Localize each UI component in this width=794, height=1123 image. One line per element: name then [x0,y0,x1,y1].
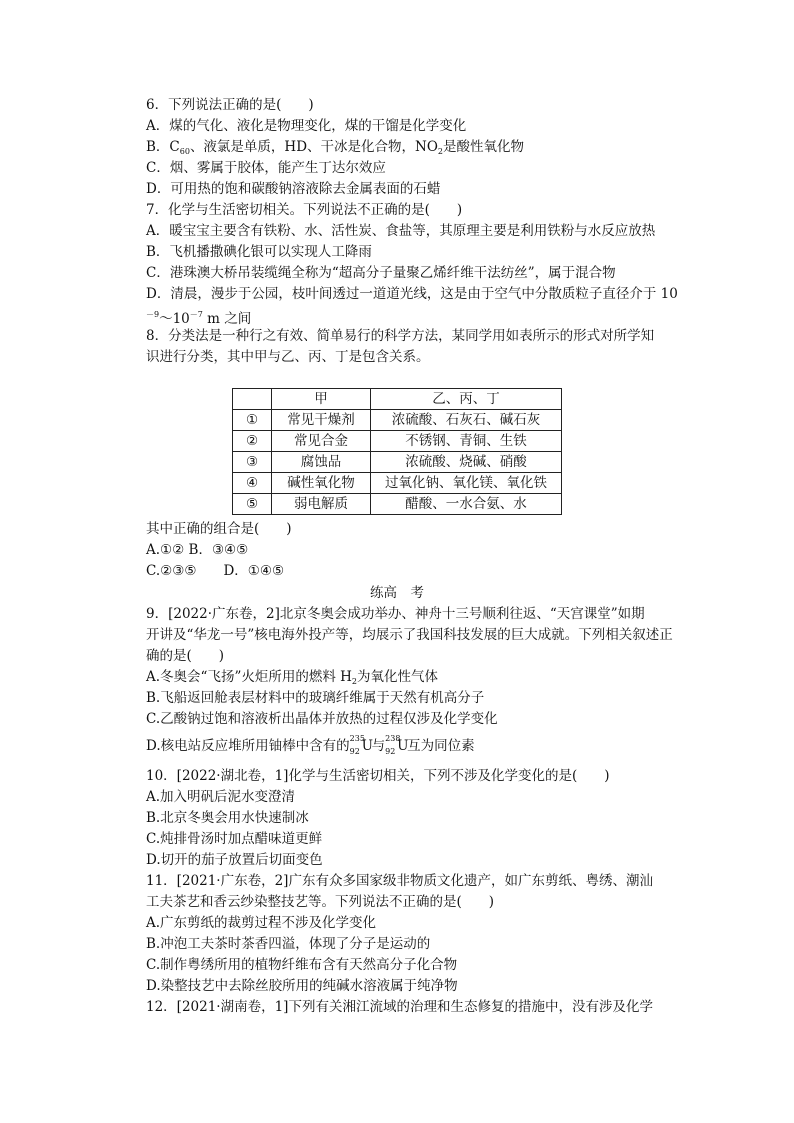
q10-option-b: B.北京冬奥会用水快速制冰 [146,810,309,826]
q12-stem-line1: 12．[2021·湖南卷，1]下列有关湘江流域的治理和生态修复的措施中，没有涉及化学 [146,999,653,1015]
q6-option-a: A．煤的气化、液化是物理变化，煤的干馏是化学变化 [146,118,467,134]
q9-stem-line1: 9．[2022·广东卷，2]北京冬奥会成功举办、神舟十三号顺利往返、“天宫课堂”如期 [146,606,645,622]
table-row [233,473,562,494]
q10-option-a: A.加入明矾后泥水变澄清 [146,789,296,805]
q7-option-a: A．暖宝宝主要含有铁粉、水、活性炭、食盐等，其原理主要是利用铁粉与水反应放热 [146,223,656,239]
table-cell: ② [233,431,272,452]
q7-stem: 7．化学与生活密切相关。下列说法不正确的是( ) [146,202,463,218]
table-cell: 过氧化钠、氧化镁、氧化铁 [371,473,562,494]
q11-option-d: D.染整技艺中去除丝胶所用的纯碱水溶液属于纯净物 [146,978,458,994]
q6-option-c: C．烟、雾属于胶体，能产生丁达尔效应 [146,160,386,176]
table-header-cell: 乙、丙、丁 [371,389,562,410]
q7-option-d-line1: D．清晨，漫步于公园，枝叶间透过一道道光线，这是由于空气中分散质粒子直径介于 10 [146,286,678,302]
table-header-cell [233,389,272,410]
table-row [233,494,562,515]
q6-option-d: D．可用热的饱和碳酸钠溶液除去金属表面的石蜡 [146,181,441,197]
q11-option-b: B.冲泡工夫茶时茶香四溢，体现了分子是运动的 [146,936,431,952]
table-cell: 常见合金 [272,431,371,452]
classification-table [232,388,562,515]
q9-option-b: B.飞船返回舱表层材料中的玻璃纤维属于天然有机高分子 [146,690,485,706]
table-cell: 弱电解质 [272,494,371,515]
q8-options-ab: A.①② B．③④⑤ [146,542,249,558]
q9-option-c: C.乙酸钠过饱和溶液析出晶体并放热的过程仅涉及化学变化 [146,711,498,727]
table-cell: 碱性氧化物 [272,473,371,494]
table-cell: 浓硫酸、烧碱、硝酸 [371,452,562,473]
table-cell: 浓硫酸、石灰石、碱石灰 [371,410,562,431]
table-cell: ④ [233,473,272,494]
table-cell: ③ [233,452,272,473]
table-cell: ① [233,410,272,431]
q7-option-b: B．飞机播撒碘化银可以实现人工降雨 [146,244,372,260]
q8-question: 其中正确的组合是( ) [146,521,292,537]
q11-option-a: A.广东剪纸的裁剪过程不涉及化学变化 [146,915,377,931]
q9-stem-line3: 确的是( ) [146,648,225,664]
q7-option-c: C．港珠澳大桥吊装缆绳全称为“超高分子量聚乙烯纤维干法纺丝”，属于混合物 [146,265,616,281]
table-cell: ⑤ [233,494,272,515]
q9-option-d: D.核电站反应堆所用铀棒中含有的 235 92 U 与 238 92 U 互为同位素 [146,734,475,756]
section-title: 练高 考 [370,585,424,601]
table-cell: 腐蚀品 [272,452,371,473]
q9-stem-line2: 开讲及“华龙一号”核电海外投产等，均展示了我国科技发展的巨大成就。下列相关叙述正 [146,627,673,643]
q11-stem-line1: 11．[2021·广东卷，2]广东有众多国家级非物质文化遗产，如广东剪纸、粤绣、潮汕 [146,873,653,889]
table-cell: 不锈钢、青铜、生铁 [371,431,562,452]
table-row [233,410,562,431]
q6-stem: 6．下列说法正确的是( ) [146,97,314,113]
q11-option-c: C.制作粤绣所用的植物纤维布含有天然高分子化合物 [146,957,458,973]
q8-stem-line2: 识进行分类，其中甲与乙、丙、丁是包含关系。 [146,349,430,365]
table-header-row [233,389,562,410]
q7-option-d-line2: $^{-9}\sim 10^{-7}$ m 之间 [146,310,252,327]
table-row [233,431,562,452]
table-cell: 常见干燥剂 [272,410,371,431]
q10-option-c: C.炖排骨汤时加点醋味道更鲜 [146,831,323,847]
q9-option-a: A.冬奥会“飞扬”火炬所用的燃料 $H_2$为氧化性气体 [146,669,439,686]
uranium-238-isotope: 238 92 U [385,734,409,756]
q8-stem-line1: 8．分类法是一种行之有效、简单易行的科学方法，某同学用如表所示的形式对所学知 [146,328,655,344]
q8-options-cd: C.②③⑤ D．①④⑤ [146,563,285,579]
q11-stem-line2: 工夫茶艺和香云纱染整技艺等。下列说法不正确的是( ) [146,894,495,910]
table-row [233,452,562,473]
table-header-cell: 甲 [272,389,371,410]
table-cell: 醋酸、一水合氨、水 [371,494,562,515]
q10-stem: 10．[2022·湖北卷，1]化学与生活密切相关，下列不涉及化学变化的是( ) [146,768,610,784]
q10-option-d: D.切开的茄子放置后切面变色 [146,852,323,868]
uranium-235-isotope: 235 92 U [349,734,374,756]
q6-option-b: B．$C_{60}$、液氯是单质，HD、干冰是化合物，$NO_2$是酸性氧化物 [146,139,525,156]
